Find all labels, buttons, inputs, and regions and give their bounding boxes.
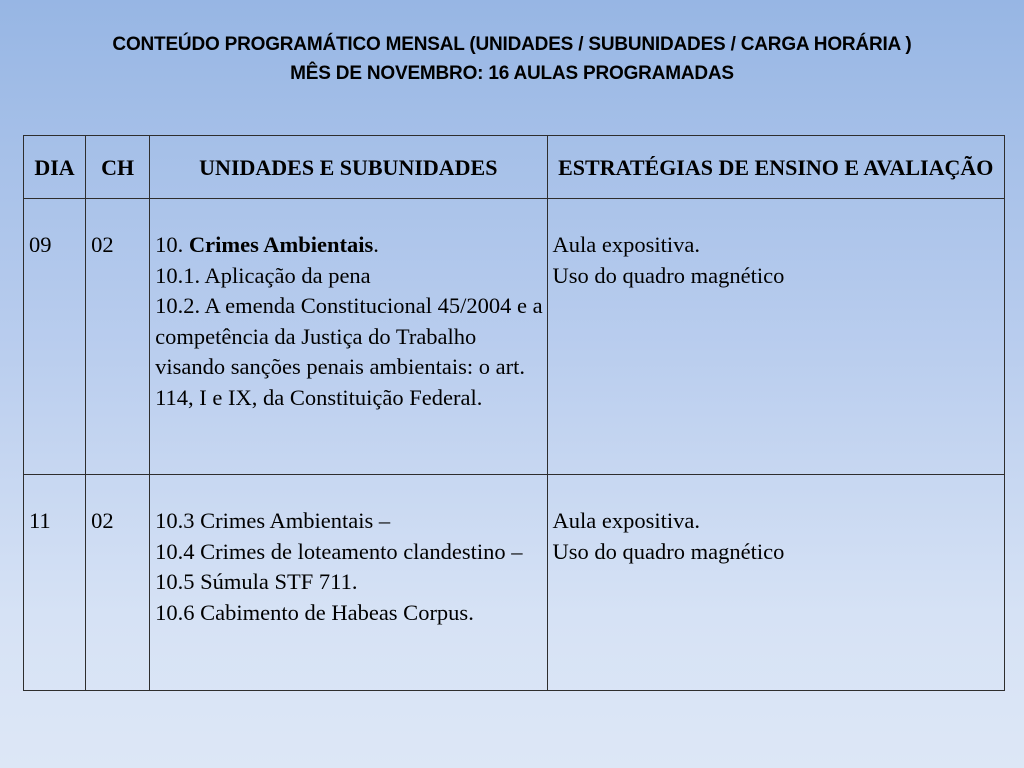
header-dia: DIA <box>24 136 86 199</box>
table-row <box>24 199 1005 475</box>
unit-heading <box>155 230 543 261</box>
subunit: 10.1. Aplicação da pena <box>155 262 371 288</box>
subunit: 10.5 Súmula STF 711. <box>155 569 358 595</box>
table-header-row <box>24 136 1005 199</box>
cell-unidades <box>150 199 547 475</box>
slide-title <box>0 30 1024 88</box>
table-row <box>24 475 1005 691</box>
unit-number: 10. <box>155 232 184 257</box>
program-table <box>23 135 1005 691</box>
header-ch: CH <box>86 136 150 199</box>
cell-estrategias <box>547 199 1004 475</box>
header-estrategias: ESTRATÉGIAS DE ENSINO E AVALIAÇÃO <box>547 136 1004 199</box>
cell-ch: 02 <box>86 199 150 475</box>
title-line-1: CONTEÚDO PROGRAMÁTICO MENSAL (UNIDADES / SUBUNIDADES / CARGA HORÁRIA ) <box>112 34 912 55</box>
cell-dia: 11 <box>24 475 86 691</box>
unit-title: Crimes Ambientais <box>188 232 374 257</box>
strategy-item: Uso do quadro magnético <box>552 262 785 288</box>
strategy-item: Aula expositiva. <box>552 508 700 533</box>
subunit: 10.4 Crimes de loteamento clandestino – <box>155 538 523 564</box>
cell-dia: 09 <box>24 199 86 475</box>
cell-ch: 02 <box>86 475 150 691</box>
title-line-2: MÊS DE NOVEMBRO: 16 AULAS PROGRAMADAS <box>290 63 734 84</box>
header-unidades: UNIDADES E SUBUNIDADES <box>150 136 547 199</box>
strategy-item: Aula expositiva. <box>552 232 700 257</box>
cell-unidades <box>150 475 547 691</box>
subunit: 10.6 Cabimento de Habeas Corpus. <box>155 599 474 625</box>
subunit: 10.3 Crimes Ambientais – <box>155 508 391 533</box>
unit-suffix: . <box>373 232 379 257</box>
strategy-item: Uso do quadro magnético <box>552 538 785 564</box>
cell-estrategias <box>547 475 1004 691</box>
subunit: 10.2. A emenda Constitucional 45/2004 e a competência da Justiça do Trabalho visando sanções penais ambientais: o art. 114, I e IX, da Constituição Federal. <box>155 293 543 410</box>
